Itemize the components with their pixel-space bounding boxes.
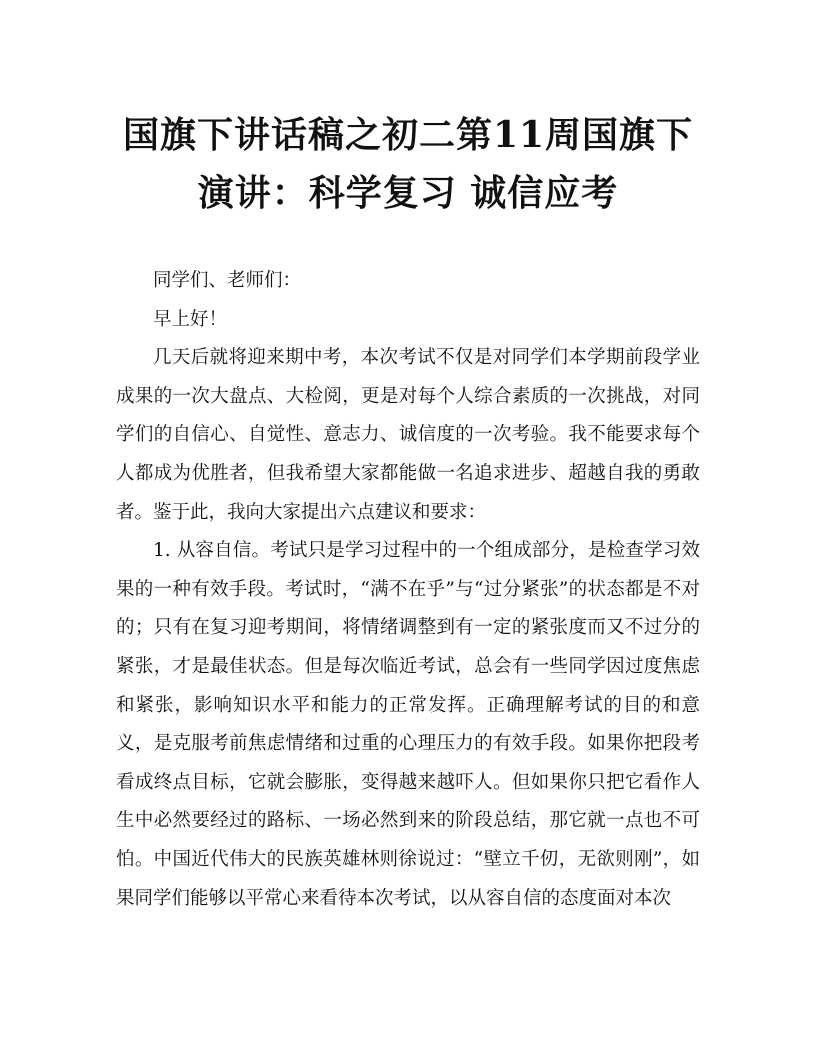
salutation: 同学们、老师们： <box>153 270 302 291</box>
intro-paragraph: 几天后就将迎来期中考，本次考试不仅是对同学们本学期前段学业成果的一次大盘点、大检阅，更是对每个人综合素质的一次挑战，对同学们的自信心、自觉性、意志力、诚信度的一次考验。我不能要求每个人都成为优胜者，但我希望大家都能做一名追求进步、超越自我的勇敢者。鉴于此，我向大家提出六点建议和要求： <box>116 347 700 523</box>
greeting: 早上好！ <box>153 308 228 330</box>
document-body <box>116 262 700 918</box>
document-title: 国旗下讲话稿之初二第11周国旗下演讲：科学复习 诚信应考 <box>122 114 694 214</box>
suggestion-paragraph-1: 1. 从容自信。考试只是学习过程中的一个组成部分，是检查学习效果的一种有效手段。考试时，“满不在乎”与“过分紧张”的状态都是不对的；只有在复习迎考期间，将情绪调整到有一定的紧张度而又不过分的紧张，才是最佳状态。但是每次临近考试，总会有一些同学因过度焦虑和紧张，影响知识水平和能力的正常发挥。正确理解考试的目的和意义，是克服考前焦虑情绪和过重的心理压力的有效手段。如果你把段考看成终点目标，它就会膨胀，变得越来越吓人。但如果你只把它看作人生中必然要经过的路标、一场必然到来的阶段总结，那它就一点也不可怕。中国近代伟大的民族英雄林则徐说过：“壁立千仞，无欲则刚”，如果同学们能够以平常心来看待本次考试，以从容自信的态度面对本次 <box>116 540 700 909</box>
